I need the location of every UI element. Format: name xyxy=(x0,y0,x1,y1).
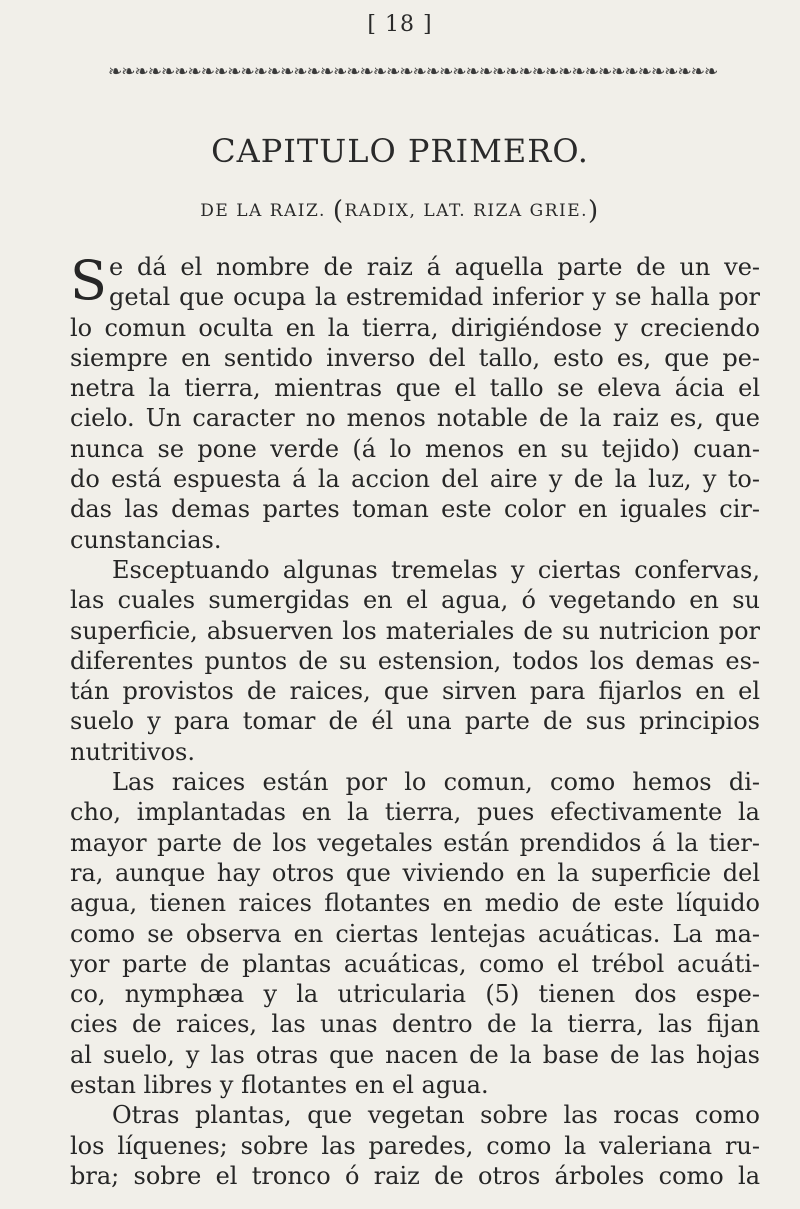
text-line: nutritivos. xyxy=(70,737,195,766)
subtitle-prefix: DE LA RAIZ. xyxy=(200,201,326,221)
text-line: Otras plantas, que vegetan sobre las rocas como xyxy=(112,1101,760,1130)
text-line: yor parte de plantas acuáticas, como el trébol acuáti- xyxy=(70,949,760,978)
text-line: diferentes puntos de su estension, todos los demas es- xyxy=(70,646,760,675)
page-number: [ 18 ] xyxy=(367,12,433,37)
text-line: do está espuesta á la accion del aire y de la luz, y to- xyxy=(70,465,760,494)
paragraph-4 xyxy=(70,1100,760,1191)
text-line: lo comun oculta en la tierra, dirigiéndose y creciendo xyxy=(70,313,760,342)
text-line: cho, implantadas en la tierra, pues efectivamente la xyxy=(70,798,760,827)
paragraph-1 xyxy=(70,249,760,555)
text-line: co, nymphæa y la utricularia (5) tienen dos espe- xyxy=(70,980,760,1009)
text-line: das las demas partes toman este color en iguales cir- xyxy=(70,495,760,524)
chapter-title: CAPITULO PRIMERO. xyxy=(211,132,589,170)
drop-cap: S xyxy=(70,249,107,312)
chapter-subtitle xyxy=(0,196,800,226)
text-line: al suelo, y las otras que nacen de la base de las hojas xyxy=(70,1040,760,1069)
paragraph-2 xyxy=(70,555,760,767)
text-line: los líquenes; sobre las paredes, como la valeriana ru- xyxy=(70,1131,760,1160)
ornamental-rule: ❧❧❧❧❧❧❧❧❧❧❧❧❧❧❧❧❧❧❧❧❧❧❧❧❧❧❧❧❧❧❧❧❧❧❧❧❧❧❧❧❧❧❧❧❧❧ xyxy=(108,62,718,80)
text-line: superficie, absuerven los materiales de su nutricion por xyxy=(70,616,760,645)
text-line: tán provistos de raices, que sirven para fijarlos en el xyxy=(70,677,760,706)
text-line: cies de raices, las unas dentro de la tierra, las fijan xyxy=(70,1010,760,1039)
text-line: e dá el nombre de raiz á aquella parte de un ve- xyxy=(109,253,760,281)
subtitle-paren-close: ) xyxy=(588,196,600,226)
text-line: ra, aunque hay otros que viviendo en la superficie del xyxy=(70,858,760,887)
text-line: bra; sobre el tronco ó raiz de otros árboles como la xyxy=(70,1161,760,1190)
text-line: Esceptuando algunas tremelas y ciertas confervas, xyxy=(112,555,760,584)
text-line: suelo y para tomar de él una parte de sus principios xyxy=(70,707,760,736)
text-line: como se observa en ciertas lentejas acuáticas. La ma- xyxy=(70,919,760,948)
paragraph-3 xyxy=(70,767,760,1100)
text-line: mayor parte de los vegetales están prendidos á la tier- xyxy=(70,828,760,857)
body-text xyxy=(70,249,760,1191)
text-line: estan libres y flotantes en el agua. xyxy=(70,1071,489,1100)
text-line: netra la tierra, mientras que el tallo se eleva ácia el xyxy=(70,374,760,403)
text-line: las cuales sumergidas en el agua, ó vegetando en su xyxy=(70,586,760,615)
text-line: nunca se pone verde (á lo menos en su tejido) cuan- xyxy=(70,434,760,463)
text-line: agua, tienen raices flotantes en medio de este líquido xyxy=(70,889,760,918)
text-line: Las raices están por lo comun, como hemos di- xyxy=(112,768,760,797)
text-line: siempre en sentido inverso del tallo, esto es, que pe- xyxy=(70,343,760,372)
text-line: cielo. Un caracter no menos notable de la raiz es, que xyxy=(70,404,760,433)
text-line: getal que ocupa la estremidad inferior y se halla por xyxy=(109,283,760,312)
subtitle-paren-open: ( xyxy=(332,196,345,226)
text-line: cunstancias. xyxy=(70,525,222,554)
subtitle-inner: RADIX, LAT. RIZA GRIE. xyxy=(344,201,589,221)
